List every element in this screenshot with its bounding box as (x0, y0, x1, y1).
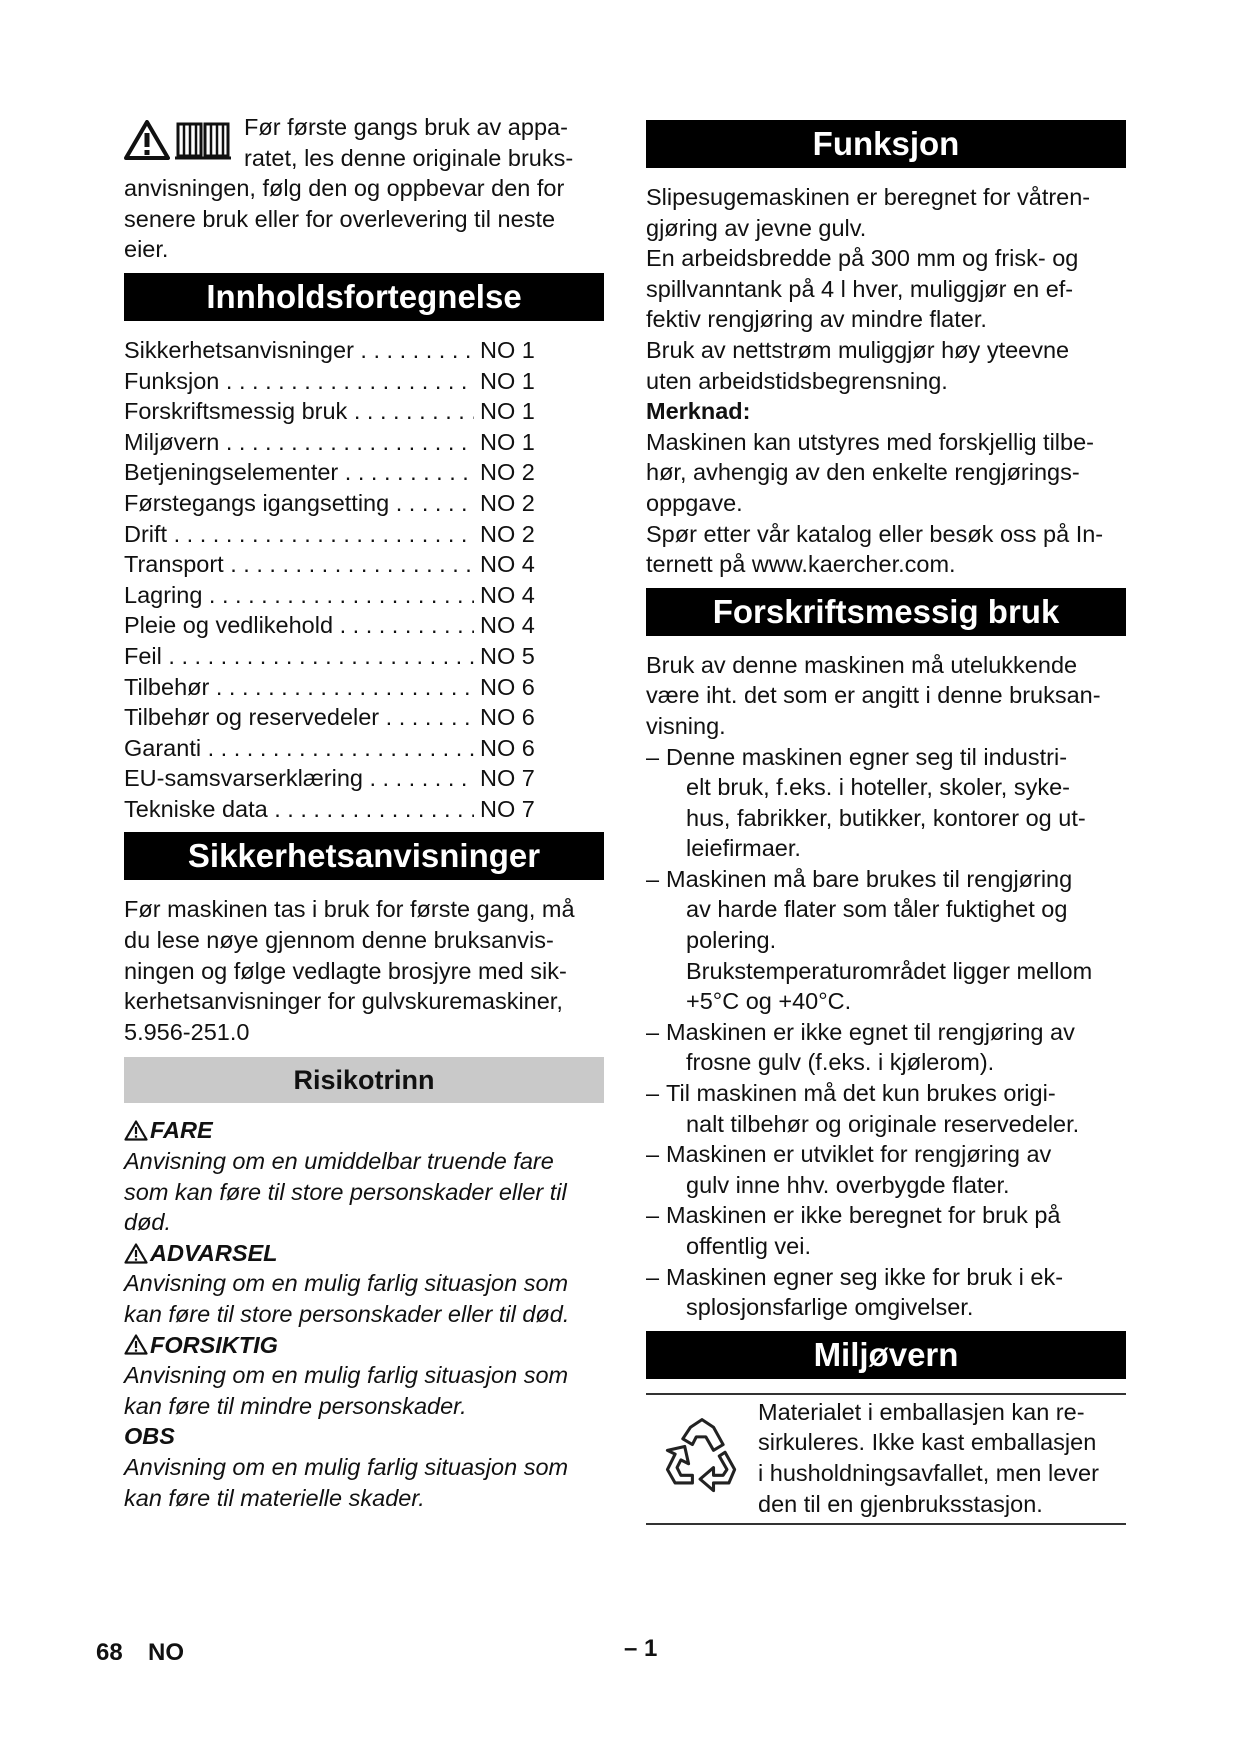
toc-entry-title: Funksjon . . . (124, 368, 474, 394)
list-item-line: av harde flater som tåler fuktighet og (686, 896, 1068, 923)
warning-icon (124, 120, 170, 160)
toc-entry-title: Transport . . . (124, 551, 474, 577)
dash-bullet: – (646, 1141, 660, 1168)
footer-language: NO (148, 1639, 184, 1666)
list-item-line: +5°C og +40°C. (686, 988, 852, 1015)
risk-level-advarsel (124, 1238, 604, 1330)
toc-entry[interactable] (124, 641, 604, 672)
list-item (646, 1139, 1126, 1200)
environment-line: sirkuleres. Ikke kast emballasjen (758, 1429, 1097, 1456)
list-item (646, 864, 1126, 1017)
function-line: En arbeidsbredde på 300 mm og frisk- og (646, 245, 1079, 272)
function-paragraph (646, 182, 1126, 243)
environment-box (646, 1393, 1126, 1525)
toc-entry-page: NO 1 (480, 367, 535, 394)
risk-text-line: som kan føre til store personskader eller til (124, 1178, 567, 1205)
safety-heading: Sikkerhetsanvisninger (124, 832, 604, 880)
environment-heading: Miljøvern (646, 1331, 1126, 1379)
toc-entry[interactable] (124, 580, 604, 611)
toc-entry-page: NO 6 (480, 704, 535, 731)
risk-label: ADVARSEL (150, 1239, 278, 1266)
list-item (646, 1200, 1126, 1261)
warning-icon (124, 1120, 148, 1141)
risk-label: FORSIKTIG (150, 1331, 278, 1358)
toc-heading: Innholdsfortegnelse (124, 273, 604, 321)
dash-bullet: – (646, 1080, 660, 1107)
list-item-line: Maskinen er ikke egnet til rengjøring av (666, 1018, 1075, 1045)
toc-list (124, 335, 604, 825)
list-item-line: frosne gulv (f.eks. i kjølerom). (686, 1049, 995, 1076)
function-line: gjøring av jevne gulv. (646, 214, 867, 241)
note-line: hør, avhengig av den enkelte rengjørings- (646, 459, 1080, 486)
intro-icons (124, 118, 234, 172)
list-item-line: Maskinen er ikke beregnet for bruk på (666, 1202, 1061, 1229)
recycle-icon (654, 1410, 750, 1506)
list-item-line: Brukstemperaturområdet ligger mellom (686, 957, 1093, 984)
toc-entry[interactable] (124, 763, 604, 794)
toc-entry-title: EU-samsvarserklæring . . . (124, 765, 474, 791)
toc-entry[interactable] (124, 335, 604, 366)
list-item-line: offentlig vei. (686, 1233, 811, 1259)
note-line: Maskinen kan utstyres med forskjellig tilbe- (646, 428, 1094, 455)
toc-entry[interactable] (124, 488, 604, 519)
dash-bullet: – (646, 1263, 660, 1290)
list-item-line: Til maskinen må det kun brukes origi- (666, 1080, 1056, 1107)
safety-line: kerhetsanvisninger for gulvskuremaskiner, (124, 988, 563, 1015)
dash-bullet: – (646, 1018, 660, 1045)
manual-book-icon (174, 118, 232, 160)
toc-entry-title: Tilbehør . . . (124, 674, 474, 700)
list-item-line: gulv inne hhv. overbygde flater. (686, 1171, 1010, 1198)
intended-use-line: Bruk av denne maskinen må utelukkende (646, 651, 1078, 678)
intro-block (124, 112, 604, 265)
environment-line: den til en gjenbruksstasjon. (758, 1490, 1043, 1517)
toc-entry-title: Garanti . . . (124, 735, 474, 761)
note-label: Merknad: (646, 398, 751, 425)
toc-entry[interactable] (124, 519, 604, 550)
note-paragraph (646, 519, 1126, 580)
intro-text-line: eier. (124, 236, 169, 263)
function-paragraph (646, 335, 1126, 396)
safety-line: Før maskinen tas i bruk for første gang, må (124, 896, 575, 923)
toc-entry-page: NO 1 (480, 428, 535, 455)
list-item (646, 1078, 1126, 1139)
list-item (646, 742, 1126, 864)
note-paragraph (646, 427, 1126, 519)
environment-text (758, 1397, 1126, 1519)
left-column (124, 112, 604, 1513)
toc-entry-title: Lagring . . . (124, 582, 474, 608)
right-column (646, 112, 1126, 1525)
function-paragraph (646, 243, 1126, 335)
list-item-line: Maskinen må bare brukes til rengjøring (666, 865, 1073, 892)
dash-bullet: – (646, 743, 660, 770)
risk-level-obs (124, 1421, 604, 1513)
toc-entry[interactable] (124, 794, 604, 825)
risk-level-forsiktig (124, 1330, 604, 1422)
safety-line: 5.956-251.0 (124, 1018, 250, 1045)
toc-entry[interactable] (124, 733, 604, 764)
toc-entry[interactable] (124, 396, 604, 427)
list-item (646, 1262, 1126, 1323)
toc-entry-page: NO 2 (480, 489, 535, 516)
toc-entry-page: NO 2 (480, 459, 535, 486)
risk-text-line: Anvisning om en mulig farlig situasjon som (124, 1270, 569, 1297)
toc-entry-page: NO 1 (480, 398, 535, 425)
warning-icon (124, 1243, 148, 1264)
toc-entry-title: Sikkerhetsanvisninger . . . (124, 337, 474, 363)
toc-entry-page: NO 2 (480, 520, 535, 547)
dash-bullet: – (646, 865, 660, 892)
toc-entry[interactable] (124, 427, 604, 458)
footer-section-page: – 1 (624, 1635, 658, 1662)
list-item-line: leiefirmaer. (686, 835, 801, 862)
toc-entry-title: Tilbehør og reservedeler . . . (124, 704, 474, 730)
warning-icon (124, 1334, 148, 1355)
toc-entry-page: NO 4 (480, 551, 535, 578)
footer-page-number: 68 (96, 1639, 123, 1666)
function-line: spillvanntank på 4 l hver, muliggjør en ef- (646, 275, 1074, 302)
risk-label: OBS (124, 1423, 175, 1450)
toc-entry-title: Feil . . . (124, 643, 474, 669)
safety-line: ningen og følge vedlagte brosjyre med sik- (124, 957, 567, 984)
intro-text-line: Før første gangs bruk av appa- (244, 114, 568, 140)
toc-entry-title: Miljøvern . . . (124, 429, 474, 455)
list-item-line: nalt tilbehør og originale reservedeler. (686, 1110, 1080, 1137)
toc-entry[interactable] (124, 702, 604, 733)
list-item (646, 1017, 1126, 1078)
intended-use-intro (646, 650, 1126, 742)
environment-line: i husholdningsavfallet, men lever (758, 1459, 1099, 1486)
intro-text-line: anvisningen, følg den og oppbevar den for (124, 175, 565, 202)
toc-entry[interactable] (124, 457, 604, 488)
intended-use-list (646, 742, 1126, 1323)
toc-entry-page: NO 7 (480, 795, 535, 822)
list-item-line: Maskinen egner seg ikke for bruk i ek- (666, 1263, 1064, 1290)
risk-text-line: kan føre til materielle skader. (124, 1484, 425, 1511)
function-line: Bruk av nettstrøm muliggjør høy yteevne (646, 336, 1070, 363)
toc-entry-page: NO 6 (480, 673, 535, 700)
risk-text-line: Anvisning om en umiddelbar truende fare (124, 1148, 554, 1175)
list-item-line: hus, fabrikker, butikker, kontorer og ut- (686, 804, 1086, 831)
note-line: oppgave. (646, 489, 743, 516)
toc-entry-title: Tekniske data . . . (124, 796, 474, 822)
list-item-line: polering. (686, 927, 777, 954)
intro-text-line: ratet, les denne originale bruks- (244, 144, 574, 171)
toc-entry-title: Betjeningselementer . . . (124, 459, 474, 485)
note-line: ternett på www.kaercher.com. (646, 551, 956, 578)
function-line: fektiv rengjøring av mindre flater. (646, 306, 987, 333)
dash-bullet: – (646, 1202, 660, 1229)
toc-entry-title: Pleie og vedlikehold . . . (124, 612, 474, 638)
risk-text-line: kan føre til mindre personskader. (124, 1392, 467, 1419)
intro-text-line: senere bruk eller for overlevering til neste (124, 205, 556, 232)
list-item-line: Maskinen er utviklet for rengjøring av (666, 1141, 1052, 1168)
intended-use-line: være iht. det som er angitt i denne bruksan- (646, 682, 1101, 709)
toc-entry-page: NO 1 (480, 336, 535, 363)
note-line: Spør etter vår katalog eller besøk oss på In- (646, 520, 1104, 547)
risk-heading: Risikotrinn (124, 1057, 604, 1103)
toc-entry-page: NO 4 (480, 612, 535, 639)
toc-entry-title: Førstegangs igangsetting . . . (124, 490, 474, 516)
toc-entry-page: NO 6 (480, 734, 535, 761)
toc-entry-page: NO 7 (480, 765, 535, 792)
toc-entry[interactable] (124, 610, 604, 641)
list-item-line: elt bruk, f.eks. i hoteller, skoler, syke- (686, 774, 1070, 801)
intended-use-heading: Forskriftsmessig bruk (646, 588, 1126, 636)
risk-text-line: Anvisning om en mulig farlig situasjon som (124, 1453, 569, 1480)
toc-entry[interactable] (124, 366, 604, 397)
risk-text-line: død. (124, 1209, 172, 1236)
toc-entry-title: Drift . . . (124, 521, 474, 547)
toc-entry[interactable] (124, 672, 604, 703)
function-heading: Funksjon (646, 120, 1126, 168)
list-item-line: Denne maskinen egner seg til industri- (666, 743, 1068, 770)
toc-entry-page: NO 4 (480, 581, 535, 608)
risk-label: FARE (150, 1117, 213, 1144)
environment-icon-cell (646, 1397, 758, 1519)
intended-use-line: visning. (646, 712, 726, 739)
risk-level-fare (124, 1115, 604, 1237)
list-item-line: splosjonsfarlige omgivelser. (686, 1294, 974, 1321)
risk-text-line: kan føre til store personskader eller til død. (124, 1301, 570, 1327)
safety-line: du lese nøye gjennom denne bruksanvis- (124, 927, 554, 954)
risk-text-line: Anvisning om en mulig farlig situasjon som (124, 1362, 569, 1389)
environment-line: Materialet i emballasjen kan re- (758, 1398, 1085, 1425)
function-line: Slipesugemaskinen er beregnet for våtren- (646, 184, 1091, 210)
toc-entry-title: Forskriftsmessig bruk . . . (124, 398, 474, 424)
function-line: uten arbeidstidsbegrensning. (646, 367, 948, 394)
toc-entry[interactable] (124, 549, 604, 580)
safety-paragraph (124, 894, 604, 1047)
toc-entry-page: NO 5 (480, 642, 535, 669)
